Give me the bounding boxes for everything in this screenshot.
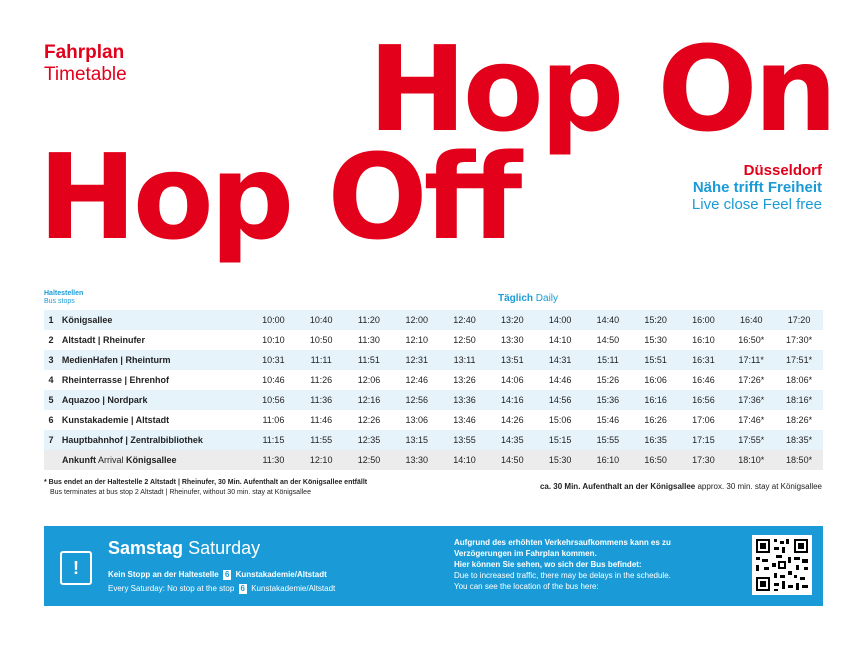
departure-time: 12:16 [345, 390, 393, 410]
notice-de-3: Hier können Sie sehen, wo sich der Bus befindet: [454, 560, 642, 569]
departure-time: 11:15 [250, 430, 298, 450]
arrival-time: 12:10 [297, 450, 345, 470]
departure-time: 16:31 [680, 350, 728, 370]
departure-time: 14:35 [488, 430, 536, 450]
table-row [44, 370, 823, 390]
arrival-time: 13:30 [393, 450, 441, 470]
departure-time: 11:26 [310, 375, 333, 385]
stop-name: Hauptbahnhof | Zentralbibliothek [58, 430, 250, 450]
arrival-label [44, 450, 250, 470]
departure-time: 17:15 [680, 430, 728, 450]
arrival-time: 16:50 [632, 450, 680, 470]
arrival-time: 12:50 [345, 450, 393, 470]
departure-time: 17:11* [727, 350, 775, 370]
departure-time: 13:11 [441, 350, 489, 370]
departure-time: 13:36 [441, 390, 489, 410]
departure-time: 14:40 [584, 310, 632, 330]
departure-time: 10:31 [250, 350, 298, 370]
arrival-time: 16:10 [584, 450, 632, 470]
departure-time: 16:56 [680, 390, 728, 410]
departure-time: 12:31 [393, 350, 441, 370]
departure-time: 15:06 [548, 415, 572, 425]
stop-name: Altstadt | Rheinufer [61, 335, 145, 345]
departure-time: 16:46 [692, 375, 715, 385]
stops-label-de: Haltestellen [44, 290, 84, 297]
daily-heading [498, 293, 558, 304]
departure-time: 15:20 [632, 310, 680, 330]
saturday-banner [44, 526, 823, 606]
departure-time: 10:10 [262, 335, 285, 345]
departure-time: 10:56 [250, 390, 298, 410]
arrival-time: 11:30 [250, 450, 298, 470]
exclamation-icon: ! [60, 551, 92, 585]
timetable-title: Timetable [44, 64, 127, 85]
departure-time: 13:46 [453, 415, 476, 425]
stop-number: 3 [44, 350, 58, 370]
arrival-time: 18:10* [727, 450, 775, 470]
stops-label [44, 290, 83, 306]
departure-time: 12:06 [357, 375, 381, 385]
arrival-label-en: Arrival [98, 455, 124, 465]
no-stop-en-stop: Kunstakademie/Altstadt [251, 584, 336, 593]
departure-time: 13:15 [393, 430, 441, 450]
departure-time: 12:46 [405, 375, 429, 385]
stops-label-en: Bus stops [44, 298, 75, 305]
saturday-de: Samstag [108, 538, 184, 558]
table-row [44, 350, 823, 370]
departure-time: 13:26 [453, 375, 476, 385]
departure-time: 15:30 [644, 335, 667, 345]
departure-time: 12:40 [441, 310, 489, 330]
notice-de-1: Aufgrund des erhöhten Verkehrsaufkommens kann es zu [454, 538, 671, 547]
no-stop-en-text: Every Saturday: No stop at the stop [108, 584, 235, 593]
no-stop-de-text: Kein Stopp an der Haltestelle [108, 570, 219, 579]
departure-time: 16:50* [738, 335, 765, 345]
departure-time: 10:50 [309, 335, 333, 345]
stop-name: Königsallee [58, 310, 250, 330]
departure-time: 16:16 [632, 390, 680, 410]
departure-time: 10:00 [250, 310, 298, 330]
departure-time: 15:26 [596, 375, 620, 385]
departure-time: 14:50 [596, 335, 620, 345]
departure-time: 17:30* [786, 335, 813, 345]
arrival-time: 18:50* [775, 450, 823, 470]
departure-time: 12:26 [357, 415, 381, 425]
stop-number: 1 [44, 310, 58, 330]
departure-time: 11:20 [345, 310, 393, 330]
stop-name: MedienHafen | Rheinturm [58, 350, 250, 370]
no-stop-en [108, 584, 335, 594]
stop-number: 2 [48, 335, 54, 345]
departure-time: 11:11 [297, 350, 345, 370]
stop-name: Aquazoo | Nordpark [58, 390, 250, 410]
departure-time: 12:56 [393, 390, 441, 410]
table-row [44, 410, 823, 430]
departure-time: 12:10 [405, 335, 429, 345]
departure-time: 16:06 [644, 375, 667, 385]
departure-time: 18:26* [786, 415, 813, 425]
stop-number: 6 [48, 415, 54, 425]
daily-en: Daily [535, 293, 559, 304]
departure-time: 14:00 [536, 310, 584, 330]
departure-time: 15:11 [584, 350, 632, 370]
departure-time: 11:46 [310, 415, 333, 425]
departure-time: 18:35* [775, 430, 823, 450]
stop-name: Rheinterrasse | Ehrenhof [61, 375, 169, 385]
departure-time: 15:36 [584, 390, 632, 410]
no-stop-de [108, 570, 327, 580]
departure-time: 18:16* [775, 390, 823, 410]
notice-en-2: You can see the location of the bus here: [454, 582, 599, 591]
stop-name: Kunstakademie | Altstadt [61, 415, 170, 425]
departure-time: 17:20 [775, 310, 823, 330]
arrival-time: 17:30 [680, 450, 728, 470]
departure-time: 16:35 [632, 430, 680, 450]
stop-number: 5 [44, 390, 58, 410]
arrival-row [44, 450, 823, 470]
departure-time: 14:26 [501, 415, 524, 425]
stop-number-badge: 6 [224, 570, 230, 579]
departure-time: 12:00 [393, 310, 441, 330]
table-row [44, 310, 823, 330]
departure-time: 14:10 [548, 335, 572, 345]
departure-time: 15:55 [584, 430, 632, 450]
stay-note-en: approx. 30 min. stay at Königsallee [697, 482, 822, 491]
departure-time: 17:51* [775, 350, 823, 370]
departure-time: 11:51 [345, 350, 393, 370]
departure-time: 17:26* [738, 375, 765, 385]
departure-time: 18:06* [786, 375, 813, 385]
saturday-title [108, 538, 260, 558]
departure-time: 13:51 [488, 350, 536, 370]
departure-time: 15:46 [596, 415, 620, 425]
departure-time: 17:06 [692, 415, 715, 425]
fahrplan-title: Fahrplan [44, 42, 125, 63]
departure-time: 16:00 [680, 310, 728, 330]
no-stop-de-stop: Kunstakademie/Altstadt [235, 570, 327, 579]
footnote [44, 478, 367, 498]
arrival-label-de: Ankunft [62, 455, 96, 465]
saturday-en: Saturday [188, 538, 261, 558]
departure-time: 17:55* [727, 430, 775, 450]
hop-on-heading: Hop On [368, 20, 834, 158]
departure-time: 14:46 [548, 375, 572, 385]
departure-time: 13:30 [501, 335, 524, 345]
departure-time: 10:46 [262, 375, 285, 385]
table-row [44, 430, 823, 450]
departure-time: 16:40 [727, 310, 775, 330]
delay-notice [454, 537, 754, 592]
stop-number: 7 [44, 430, 58, 450]
notice-de-2: Verzögerungen im Fahrplan kommen. [454, 549, 597, 558]
departure-time: 12:35 [345, 430, 393, 450]
arrival-time: 15:30 [536, 450, 584, 470]
departure-time: 14:31 [536, 350, 584, 370]
stop-number: 4 [48, 375, 54, 385]
timetable-table [44, 310, 823, 470]
departure-time: 16:10 [692, 335, 715, 345]
departure-time: 17:46* [738, 415, 765, 425]
departure-time: 11:06 [262, 415, 285, 425]
notice-en-1: Due to increased traffic, there may be delays in the schedule. [454, 571, 671, 580]
departure-time: 13:55 [441, 430, 489, 450]
departure-time: 16:26 [644, 415, 667, 425]
stay-note [540, 482, 822, 491]
stop-number-badge: 6 [240, 584, 245, 593]
arrival-time: 14:10 [441, 450, 489, 470]
table-row [44, 330, 823, 350]
departure-time: 14:56 [536, 390, 584, 410]
departure-time: 11:55 [297, 430, 345, 450]
departure-time: 13:20 [488, 310, 536, 330]
footnote-en: Bus terminates at bus stop 2 Altstadt | Rheinufer, without 30 min. stay at Königsallee [50, 489, 311, 496]
arrival-time: 14:50 [488, 450, 536, 470]
stay-note-de: ca. 30 Min. Aufenthalt an der Königsallee [539, 482, 696, 491]
hop-off-heading: Hop Off [38, 128, 519, 266]
daily-de: Täglich [498, 293, 534, 304]
departure-time: 14:16 [488, 390, 536, 410]
departure-time: 11:30 [358, 335, 380, 345]
slogan-de: Nähe trifft Freiheit [692, 179, 822, 196]
departure-time: 10:40 [297, 310, 345, 330]
departure-time: 15:51 [632, 350, 680, 370]
departure-time: 14:06 [501, 375, 524, 385]
departure-time: 15:15 [536, 430, 584, 450]
departure-time: 13:06 [405, 415, 429, 425]
table-row [44, 390, 823, 410]
departure-time: 11:36 [297, 390, 345, 410]
qr-code-icon[interactable] [752, 535, 812, 595]
slogan-en: Live close Feel free [691, 196, 822, 213]
departure-time: 12:50 [453, 335, 476, 345]
city-name: Düsseldorf [743, 162, 822, 179]
footnote-de: * Bus endet an der Haltestelle 2 Altstadt | Rheinufer, 30 Min. Aufenthalt an der Königsallee entfällt [44, 479, 368, 486]
departure-time: 17:36* [727, 390, 775, 410]
arrival-stop: Königsallee [126, 455, 177, 465]
